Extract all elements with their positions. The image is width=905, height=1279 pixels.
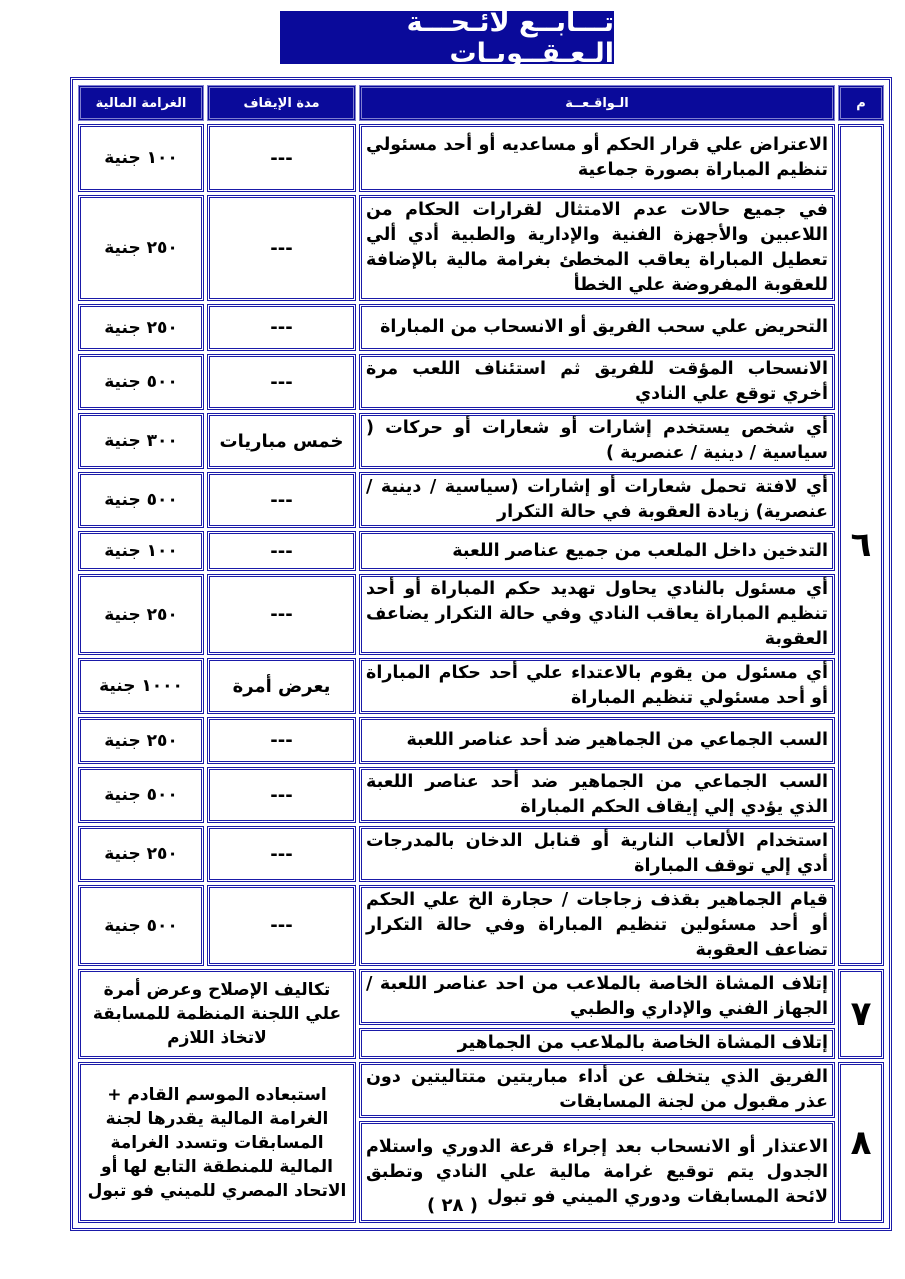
fine-cell: ١٠٠٠ جنية [78,658,204,714]
table-row [78,826,884,882]
suspension-cell: يعرض أمرة [207,658,356,714]
suspension-cell: --- [207,885,356,966]
fine-cell: ٢٥٠ جنية [78,574,204,655]
page-number: ( ٢٨ ) [427,1195,478,1216]
fine-cell: ٢٥٠ جنية [78,195,204,301]
table-row [78,969,884,1025]
suspension-cell: --- [207,354,356,410]
fine-cell: ١٠٠ جنية [78,124,204,192]
incident-cell: قيام الجماهير بقذف زجاجات / حجارة الخ علي الحكم أو أحد مسئولين تنظيم المباراة وفي حالة التكرار تضاعف العقوبة [359,885,835,966]
penalties-table-frame [70,77,892,1231]
suspension-cell: --- [207,531,356,571]
fine-cell: ٢٥٠ جنية [78,717,204,764]
suspension-cell: --- [207,304,356,351]
fine-cell: ٣٠٠ جنية [78,413,204,469]
incident-cell: الانسحاب المؤقت للفريق ثم استئناف اللعب مرة أخري توقع علي النادي [359,354,835,410]
group-number: ٧ [838,969,884,1059]
table-row [78,304,884,351]
header-m: م [838,85,884,121]
header-suspension: مدة الإيقاف [207,85,356,121]
suspension-cell: --- [207,574,356,655]
table-row [78,413,884,469]
incident-cell: التدخين داخل الملعب من جميع عناصر اللعبة [359,531,835,571]
fine-cell: ٥٠٠ جنية [78,767,204,823]
fine-cell: ٢٥٠ جنية [78,826,204,882]
incident-cell: الاعتراض علي قرار الحكم أو مساعديه أو أحد مسئولي تنظيم المباراة بصورة جماعية [359,124,835,192]
table-row [78,531,884,571]
table-row [78,885,884,966]
page-title: تـــابــع لائـحـــة الـعـقــوبـات [280,11,614,64]
suspension-cell: --- [207,472,356,528]
header-incident: الـواقـعــة [359,85,835,121]
incident-cell: الاعتذار أو الانسحاب بعد إجراء قرعة الدوري واستلام الجدول يتم توقيع غرامة مالية علي النادي وتطبق لائحة المسابقات ودوري الميني فو تبول [359,1121,835,1223]
fine-cell: ٢٥٠ جنية [78,304,204,351]
suspension-cell: --- [207,195,356,301]
table-row [78,767,884,823]
incident-cell: السب الجماعي من الجماهير ضد أحد عناصر اللعبة الذي يؤدي إلي إيقاف الحكم المباراة [359,767,835,823]
penalty-cell: تكاليف الإصلاح وعرض أمرة علي اللجنة المنظمة للمسابقة لاتخاذ اللازم [78,969,356,1059]
suspension-cell: --- [207,826,356,882]
incident-cell: أي لافتة تحمل شعارات أو إشارات (سياسية / دينية /عنصرية) زيادة العقوبة في حالة التكرار [359,472,835,528]
incident-cell: إتلاف المشاة الخاصة بالملاعب من احد عناصر اللعبة / الجهاز الفني والإداري والطبي [359,969,835,1025]
incident-cell: في جميع حالات عدم الامتثال لقرارات الحكام من اللاعبين والأجهزة الفنية والإدارية والطبية أدي ألي تعطيل المباراة يعاقب المخطئ بغرامة مالية بالإضافة للعقوبة المفروضة علي الخطأ [359,195,835,301]
table-row [78,1062,884,1118]
incident-cell: استخدام الألعاب النارية أو قنابل الدخان بالمدرجات أدي إلي توقف المباراة [359,826,835,882]
suspension-cell: --- [207,124,356,192]
table-row [78,717,884,764]
table-row [78,195,884,301]
suspension-cell: --- [207,767,356,823]
incident-cell: أي مسئول بالنادي يحاول تهديد حكم المباراة أو أحد تنظيم المباراة يعاقب النادي وفي حالة التكرار يضاعف العقوبة [359,574,835,655]
incident-cell: السب الجماعي من الجماهير ضد أحد عناصر اللعبة [359,717,835,764]
incident-cell: إتلاف المشاة الخاصة بالملاعب من الجماهير [359,1028,835,1059]
incident-cell: الفريق الذي يتخلف عن أداء مباريتين متتاليتين دون عذر مقبول من لجنة المسابقات [359,1062,835,1118]
incident-cell: أي مسئول من يقوم بالاعتداء علي أحد حكام المباراة أو أحد مسئولي تنظيم المباراة [359,658,835,714]
fine-cell: ١٠٠ جنية [78,531,204,571]
table-row [78,472,884,528]
suspension-cell: --- [207,717,356,764]
fine-cell: ٥٠٠ جنية [78,885,204,966]
group-number: ٨ [838,1062,884,1223]
table-header [78,85,884,121]
suspension-cell: خمس مباريات [207,413,356,469]
header-fine: الغرامة المالية [78,85,204,121]
group-number: ٦ [838,124,884,966]
penalties-table [75,82,887,1226]
fine-cell: ٥٠٠ جنية [78,472,204,528]
table-row [78,124,884,192]
table-row [78,658,884,714]
fine-cell: ٥٠٠ جنية [78,354,204,410]
incident-cell: أي شخص يستخدم إشارات أو شعارات أو حركات ( سياسية / دينية / عنصرية ) [359,413,835,469]
table-row [78,574,884,655]
incident-cell: التحريض علي سحب الفريق أو الانسحاب من المباراة [359,304,835,351]
penalty-cell: استبعاده الموسم القادم + الغرامة المالية يقدرها لجنة المسابقات وتسدد الغرامة المالية للمنطقة التابع لها أو الاتحاد المصري للميني فو تبول [78,1062,356,1223]
table-row [78,354,884,410]
